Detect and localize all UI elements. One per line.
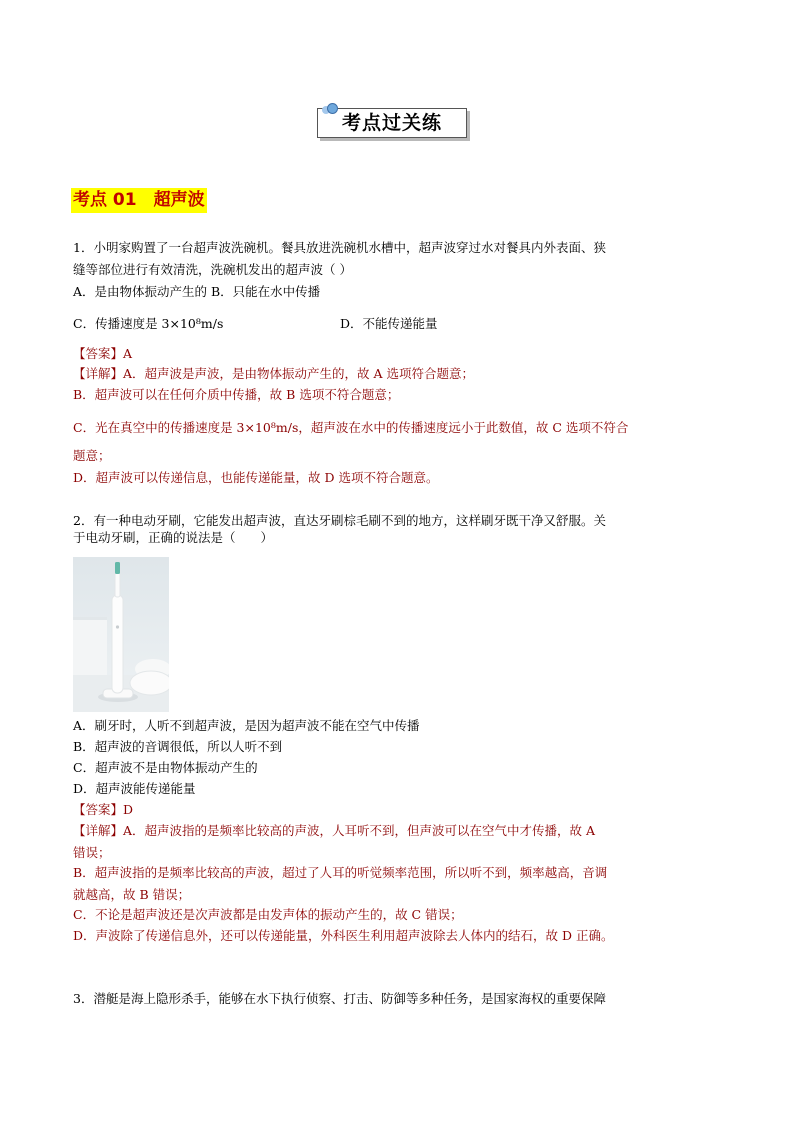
toothbrush-image	[73, 557, 169, 712]
q1-explanation: C．光在真空中的传播速度是 3×10⁸m/s，超声波在水中的传播速度远小于此数值，故 C 选项不符合	[73, 420, 629, 435]
page-title: 考点过关练	[317, 108, 467, 138]
q2-explanation: C．不论是超声波还是次声波都是由发声体的振动产生的，故 C 错误；	[73, 907, 463, 922]
page-title-banner	[317, 108, 473, 144]
q3-stem: 3．潜艇是海上隐形杀手，能够在水下执行侦察、打击、防御等多种任务，是国家海权的重要保障	[73, 991, 606, 1006]
q1-option-cd	[73, 315, 723, 333]
q1-option-ab: A．是由物体振动产生的 B．只能在水中传播	[73, 284, 321, 299]
q1-explanation: D．超声波可以传递信息，也能传递能量，故 D 选项不符合题意。	[73, 470, 439, 485]
q2-answer: 【答案】D	[73, 802, 134, 817]
q2-option-d: D．超声波能传递能量	[73, 781, 196, 796]
q1-stem: 1．小明家购置了一台超声波洗碗机。餐具放进洗碗机水槽中，超声波穿过水对餐具内外表面、狭	[73, 240, 606, 255]
decor-dot	[327, 103, 338, 114]
q1-explanation: B．超声波可以在任何介质中传播，故 B 选项不符合题意；	[73, 387, 400, 402]
q1-option-d: D．不能传递能量	[340, 316, 438, 331]
q1-stem: 缝等部位进行有效清洗，洗碗机发出的超声波（ ）	[73, 262, 352, 277]
q2-stem: 2．有一种电动牙刷，它能发出超声波，直达牙刷棕毛刷不到的地方，这样刷牙既干净又舒服。关	[73, 513, 606, 528]
q1-explanation: 题意；	[73, 448, 111, 463]
q2-explanation: D．声波除了传递信息外，还可以传递能量，外科医生利用超声波除去人体内的结石，故 D 正确。	[73, 928, 614, 943]
q2-option-b: B．超声波的音调很低，所以人听不到	[73, 739, 283, 754]
q2-explanation: 就越高，故 B 错误；	[73, 887, 191, 902]
q2-explanation: 【详解】A．超声波指的是频率比较高的声波，人耳听不到，但声波可以在空气中才传播，故 A	[73, 823, 596, 838]
q2-option-c: C．超声波不是由物体振动产生的	[73, 760, 258, 775]
section-heading: 考点 01 超声波	[71, 188, 207, 213]
q1-explanation: 【详解】A．超声波是声波，是由物体振动产生的，故 A 选项符合题意；	[73, 366, 475, 381]
q1-option-c: C．传播速度是 3×10⁸m/s	[73, 316, 224, 331]
q2-stem: 于电动牙刷，正确的说法是（ ）	[73, 530, 274, 545]
q2-option-a: A．刷牙时，人听不到超声波，是因为超声波不能在空气中传播	[73, 718, 420, 733]
q2-explanation: 错误；	[73, 845, 111, 860]
q2-explanation: B．超声波指的是频率比较高的声波，超过了人耳的听觉频率范围，所以听不到，频率越高，音调	[73, 865, 608, 880]
q1-answer: 【答案】A	[73, 346, 133, 361]
